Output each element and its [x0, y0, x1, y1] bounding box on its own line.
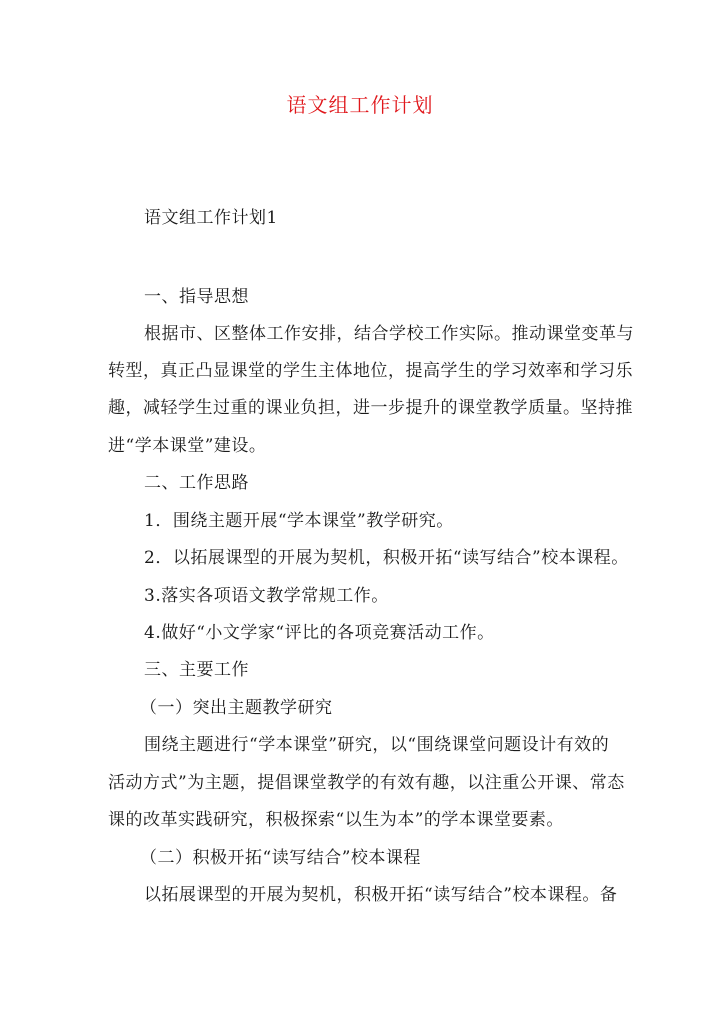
- section-heading-guiding-thought: 一、指导思想: [144, 287, 249, 307]
- paragraph-line: 课的改革实践研究，积极探索“以生为本”的学本课堂要素。: [108, 810, 564, 830]
- paragraph-line: 活动方式”为主题，提倡课堂教学的有效有趣，以注重公开课、常态: [108, 773, 625, 793]
- list-item: 4.做好“小文学家“评比的各项竞赛活动工作。: [144, 623, 495, 643]
- paragraph-line: 趣，减轻学生过重的课业负担，进一步提升的课堂教学质量。坚持推: [108, 398, 633, 418]
- paragraph-line: 进“学本课堂”建设。: [108, 436, 267, 456]
- paragraph-line: 以拓展课型的开展为契机，积极开拓“读写结合”校本课程。备: [144, 885, 618, 905]
- list-item: 1．围绕主题开展“学本课堂”教学研究。: [144, 511, 454, 531]
- paragraph-line: 根据市、区整体工作安排，结合学校工作实际。推动课堂变革与: [144, 324, 634, 344]
- paragraph-line: 转型，真正凸显课堂的学生主体地位，提高学生的学习效率和学习乐: [108, 361, 633, 381]
- paragraph-line: 围绕主题进行“学本课堂”研究，以“围绕课堂问题设计有效的: [144, 735, 610, 755]
- document-subtitle: 语文组工作计划1: [144, 208, 278, 228]
- list-item: 3.落实各项语文教学常规工作。: [144, 586, 389, 606]
- subsection-heading-reading-writing: （二）积极开拓“读写结合”校本课程: [140, 848, 421, 868]
- section-heading-main-work: 三、主要工作: [144, 660, 249, 680]
- list-item: 2．以拓展课型的开展为契机，积极开拓“读写结合”校本课程。: [144, 548, 629, 568]
- section-heading-work-approach: 二、工作思路: [144, 473, 249, 493]
- document-title: 语文组工作计划: [286, 93, 434, 117]
- subsection-heading-theme-research: （一）突出主题教学研究: [140, 698, 333, 718]
